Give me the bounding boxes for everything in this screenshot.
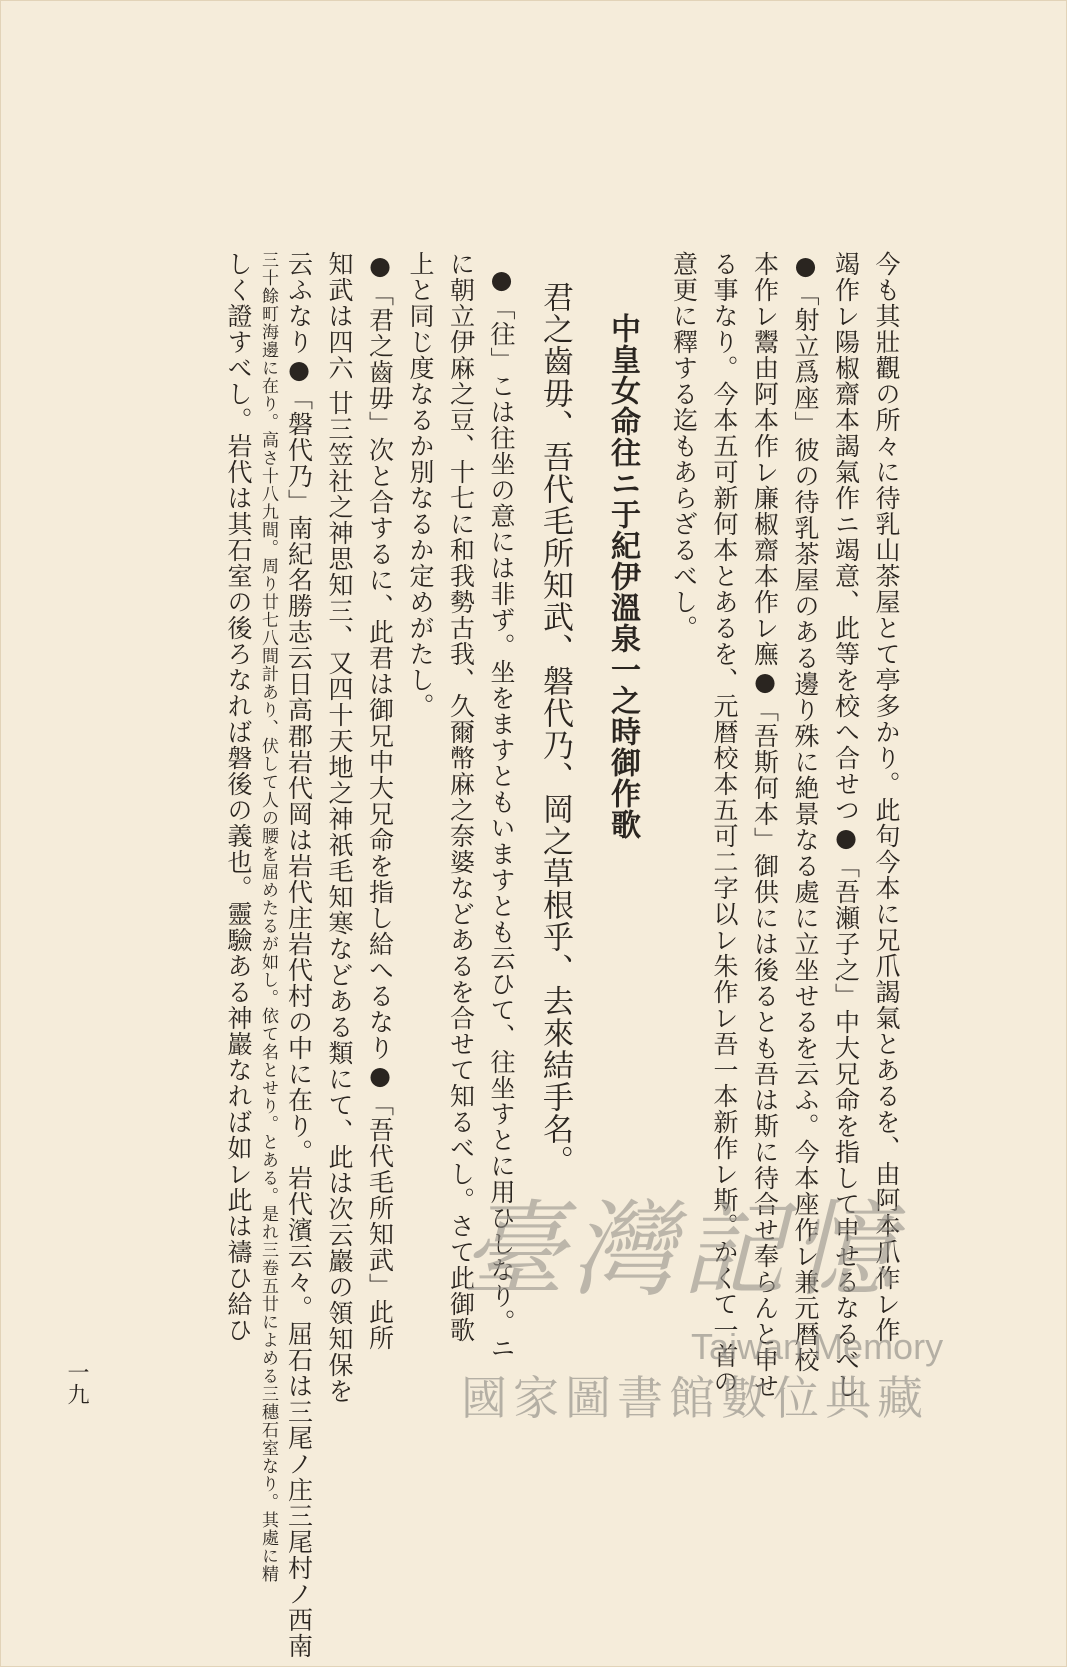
commentary-note-column: 三十餘町海邊に在り。高さ十八九間。周り廿七八間計あり、伏して人の腰を屈めたるが如し。依て名とせり。とある。是れ三卷五廿によめる三穗石室なり。其處に精	[258, 251, 278, 1583]
commentary-column: しく證すべし。岩代は其石室の後ろなれば磐後の義也。靈驗ある神巖なれば如レ此は禱ひ給ひ	[224, 251, 253, 1343]
commentary-column: ●「往」こは往坐の意には非ず。坐をますともいますとも云ひて、往坐すとに用ひしなり。ニ	[487, 265, 516, 1361]
poem-title: 中皇女命往ニ于紀伊溫泉一之時御作歌	[605, 313, 640, 840]
commentary-column: に朝立伊麻之豆、十七に和我勢古我、久爾幣麻之奈婆などあるを合せて知るべし。さて此御歌	[446, 251, 476, 1343]
text-column: 今も其壯觀の所々に待乳山茶屋とて亭多かり。此句今本に兄爪謁氣とあるを、由阿本爪作レ作	[872, 251, 901, 1343]
commentary-column: 上と同じ度なるか別なるか定めがたし。	[406, 251, 435, 719]
commentary-column: 云ふなり●「磐代乃」南紀名勝志云日高郡岩代岡は岩代庄岩代村の中に在り。岩代濱云々。屈石は三尾ノ庄三尾村ノ西南	[284, 251, 314, 1659]
watermark-logo: 臺灣記憶	[461, 1189, 902, 1311]
commentary-column: 知武は四六 廿三笠社之神思知三、又四十天地之神祇毛知寒などある類にて、此は次云巖の領知保を	[325, 251, 354, 1404]
watermark-organization: 國家圖書館數位典藏	[461, 1372, 929, 1424]
page-number: 一九	[64, 1361, 89, 1405]
poem-text: 君之齒毋、吾代毛所知武、磐代乃、岡之草根乎、去來結手名。	[537, 281, 573, 1177]
text-column: ●「射立爲座」彼の待乳茶屋のある邊り殊に絶景なる處に立坐せるを云ふ。今本座作レ兼元暦校	[791, 251, 820, 1373]
vertical-text-body	[218, 251, 907, 1659]
commentary-column: ●「君之齒毋」次と合するに、此君は御兄中大兄命を指し給へるなり●「吾代毛所知武」此所	[365, 251, 395, 1351]
text-column: 本作レ鬻由阿本作レ廉椒齋本作レ廡●「吾斯何本」御供には後るとも吾は斯に待合せ奉らんと申せ	[750, 251, 780, 1399]
text-column: る事なり。今本五可新何本とあるを、元暦校本五可二字以レ朱作レ吾一本新作レ斯。かくて一首の	[710, 251, 739, 1395]
watermark-english: Taiwan Memory	[691, 1326, 944, 1367]
text-column: 竭作レ陽椒齋本謁氣作ニ竭意、此等を校へ合せつ●「吾瀬子之」中大兄命を指して申せるなるべし	[831, 251, 861, 1399]
text-column: 意更に釋する迄もあらざるべし。	[669, 251, 699, 641]
